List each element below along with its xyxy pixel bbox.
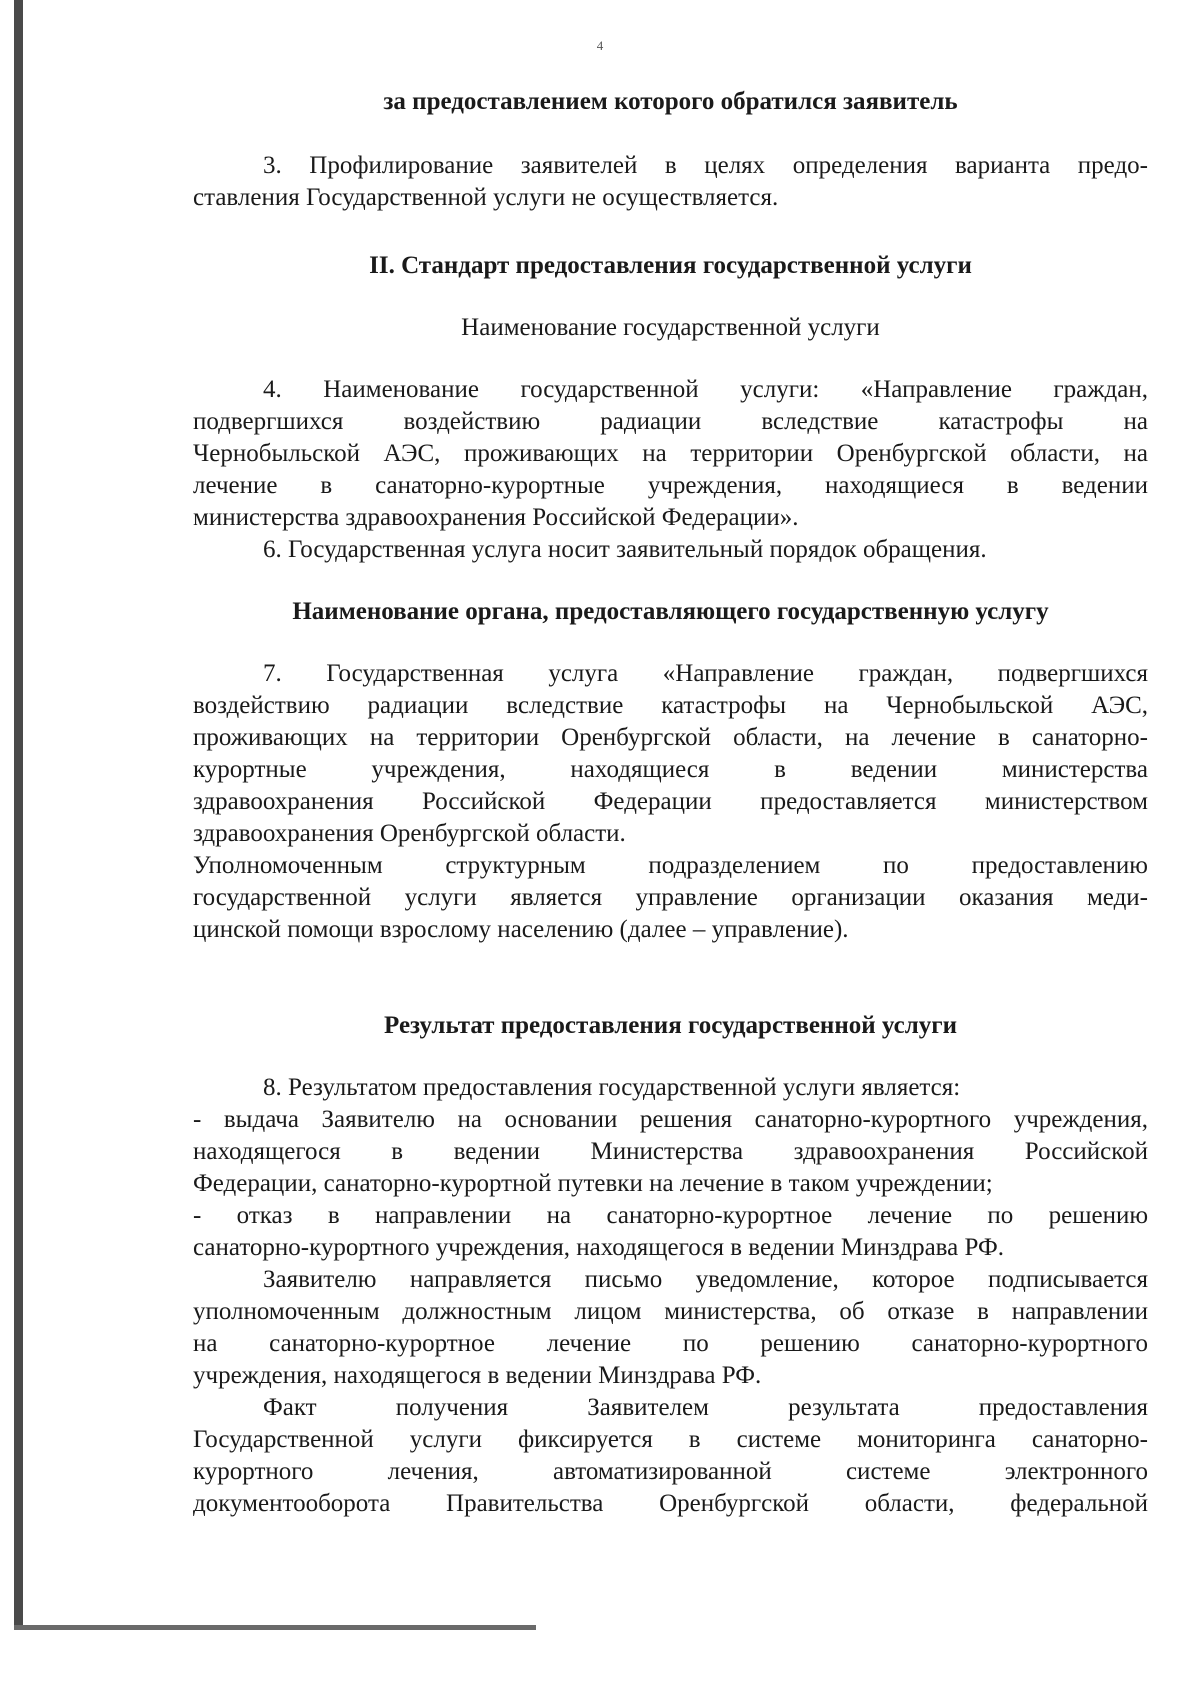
paragraph-line: 6. Государственная услуга носит заявительный порядок обращения.	[263, 536, 987, 563]
paragraph-line: документооборота Правительства Оренбургской области, федеральной	[193, 1490, 1148, 1517]
paragraph-line: 4. Наименование государственной услуги: «Направление граждан,	[263, 376, 1148, 403]
paragraph-line: 8. Результатом предоставления государственной услуги является:	[263, 1074, 961, 1101]
paragraph-line: курортные учреждения, находящиеся в ведении министерства	[193, 756, 1148, 783]
paragraph-line: уполномоченным должностным лицом министерства, об отказе в направлении	[193, 1298, 1148, 1325]
section-heading: Наименование органа, предоставляющего государственную услугу	[292, 598, 1049, 625]
paragraph-line: лечение в санаторно-курортные учреждения, находящиеся в ведении	[193, 472, 1148, 499]
paragraph-line: Федерации, санаторно-курортной путевки на лечение в таком учреждении;	[193, 1170, 993, 1197]
paragraph-line: 7. Государственная услуга «Направление граждан, подвергшихся	[263, 660, 1148, 687]
section-heading: Результат предоставления государственной услуги	[384, 1012, 957, 1039]
section-subheading: Наименование государственной услуги	[461, 314, 880, 341]
paragraph-line: 3. Профилирование заявителей в целях определения варианта предо-	[263, 152, 1148, 179]
paragraph-line: воздействию радиации вследствие катастрофы на Чернобыльской АЭС,	[193, 692, 1148, 719]
paragraph-line: здравоохранения Российской Федерации предоставляется министерством	[193, 788, 1148, 815]
document-body	[193, 86, 1148, 1520]
paragraph-line: министерства здравоохранения Российской Федерации».	[193, 504, 799, 531]
paragraph-line: курортного лечения, автоматизированной системе электронного	[193, 1458, 1148, 1485]
page-number: 4	[596, 38, 604, 53]
paragraph-line: Уполномоченным структурным подразделением по предоставлению	[193, 852, 1148, 879]
list-item: - отказ в направлении на санаторно-курортное лечение по решению	[193, 1202, 1148, 1229]
paragraph-line: подвергшихся воздействию радиации вследствие катастрофы на	[193, 408, 1148, 435]
scan-edge-bottom	[14, 1625, 536, 1630]
paragraph-line: цинской помощи взрослому населению (далее – управление).	[193, 916, 849, 943]
paragraph-line: Чернобыльской АЭС, проживающих на территории Оренбургской области, на	[193, 440, 1148, 467]
paragraph-line: Заявителю направляется письмо уведомление, которое подписывается	[263, 1266, 1148, 1293]
paragraph-line: учреждения, находящегося в ведении Минздрава РФ.	[193, 1362, 762, 1389]
scan-edge-left	[14, 0, 23, 1630]
section-heading: II. Стандарт предоставления государственной услуги	[369, 252, 972, 279]
section-heading: за предоставлением которого обратился заявитель	[383, 88, 958, 115]
paragraph-line: на санаторно-курортное лечение по решению санаторно-курортного	[193, 1330, 1148, 1357]
paragraph-line: находящегося в ведении Министерства здравоохранения Российской	[193, 1138, 1148, 1165]
paragraph-line: государственной услуги является управление организации оказания меди-	[193, 884, 1148, 911]
paragraph-line: Государственной услуги фиксируется в системе мониторинга санаторно-	[193, 1426, 1148, 1453]
paragraph-line: проживающих на территории Оренбургской области, на лечение в санаторно-	[193, 724, 1148, 751]
paragraph-line: Факт получения Заявителем результата предоставления	[263, 1394, 1148, 1421]
list-item: - выдача Заявителю на основании решения санаторно-курортного учреждения,	[193, 1106, 1148, 1133]
paragraph-line: здравоохранения Оренбургской области.	[193, 820, 626, 847]
paragraph-line: ставления Государственной услуги не осуществляется.	[193, 184, 779, 211]
paragraph-line: санаторно-курортного учреждения, находящегося в ведении Минздрава РФ.	[193, 1234, 1004, 1261]
